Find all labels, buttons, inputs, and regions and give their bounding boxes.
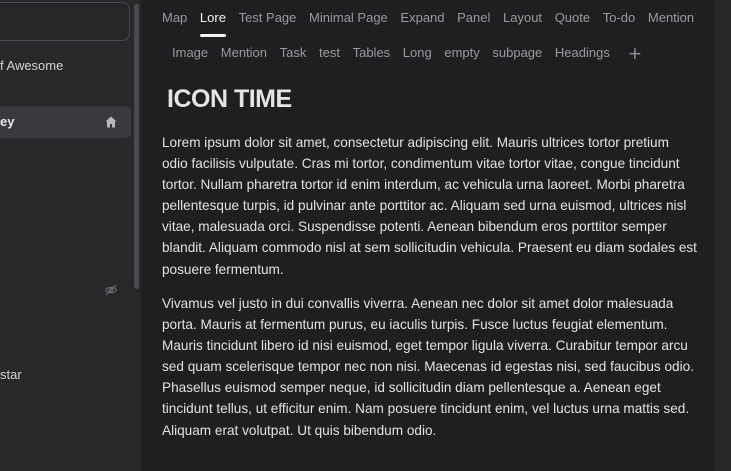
tab-lore[interactable]: Lore [199,10,226,25]
tab-expand[interactable]: Expand [400,10,445,25]
tab-quote[interactable]: Quote [554,10,591,25]
tab-mention-2[interactable]: Mention [220,45,268,60]
tab-minimal-page[interactable]: Minimal Page [309,10,388,25]
tab-row-2 [172,41,642,66]
tab-map[interactable]: Map [162,10,188,25]
paragraph-1: Lorem ipsum dolor sit amet, consectetur adipiscing elit. Mauris ultrices tortor pretium odio facilisis vulputate. Cras mi tortor, condimentum vitae tortor vitae, congue tincidunt tortor. Nullam pharetra tortor id enim interdum, ac vehicula urna laoreet. Morbi pharetra pellentesque turpis, id pulvinar ante porttitor ac. Aliquam sed urna euismod, ultrices nisl vitae, malesuada orci. Suspendisse potenti. Aenean bibendum eros porttitor semper blandit. Aliquam commodo nisl at sem sollicitudin vehicula. Praesent eu diam sodales est posuere fermentum. [162,135,697,277]
tab-tables[interactable]: Tables [352,45,391,60]
tab-subpage[interactable]: subpage [492,45,543,60]
right-gutter [714,0,731,471]
page-title: ICON TIME [167,85,292,113]
tab-panel[interactable]: Panel [457,10,491,25]
tab-task[interactable]: Task [279,45,307,60]
tab-row-1 [162,10,703,30]
eye-off-icon[interactable] [104,283,118,297]
add-tab-icon[interactable]: + [628,41,642,66]
tab-to-do[interactable]: To-do [602,10,636,25]
tab-headings[interactable]: Headings [554,45,610,60]
paragraph-2: Vivamus vel justo in dui convallis viverra. Aenean nec dolor sit amet dolor malesuada porta. Mauris at fermentum purus, eu iaculis turpis. Fusce luctus feugiat elementum. Mauris tincidunt libero id nisi euismod, eget tempor ligula viverra. Curabitur tempor arcu sed quam scelerisque tempor nec non nisi. Maecenas id egestas nisi, sed faucibus odio. Phasellus euismod semper neque, id sollicitudin diam pellentesque a. Aenean eget tincidunt tellus, ut efficitur enim. Nam posuere tincidunt enim, vel luctus urna mattis sed. Aliquam erat volutpat. Ut quis bibendum odio. [162,296,694,438]
tab-image[interactable]: Image [172,45,209,60]
sidebar-scrollbar[interactable] [134,4,139,289]
sidebar-search-box[interactable] [0,2,130,41]
tab-test-page[interactable]: Test Page [238,10,297,25]
tab-layout[interactable]: Layout [503,10,543,25]
main-content [141,0,714,471]
sidebar-item-star[interactable]: star [0,367,22,382]
sidebar-item-awesome[interactable]: f Awesome [0,58,64,73]
tab-mention[interactable]: Mention [647,10,695,25]
sidebar-item-active-label: ey [0,114,15,129]
tab-test[interactable]: test [319,45,340,60]
sidebar [0,0,141,471]
home-icon[interactable] [104,115,118,129]
tab-empty[interactable]: empty [444,45,480,60]
tab-long[interactable]: Long [402,45,432,60]
